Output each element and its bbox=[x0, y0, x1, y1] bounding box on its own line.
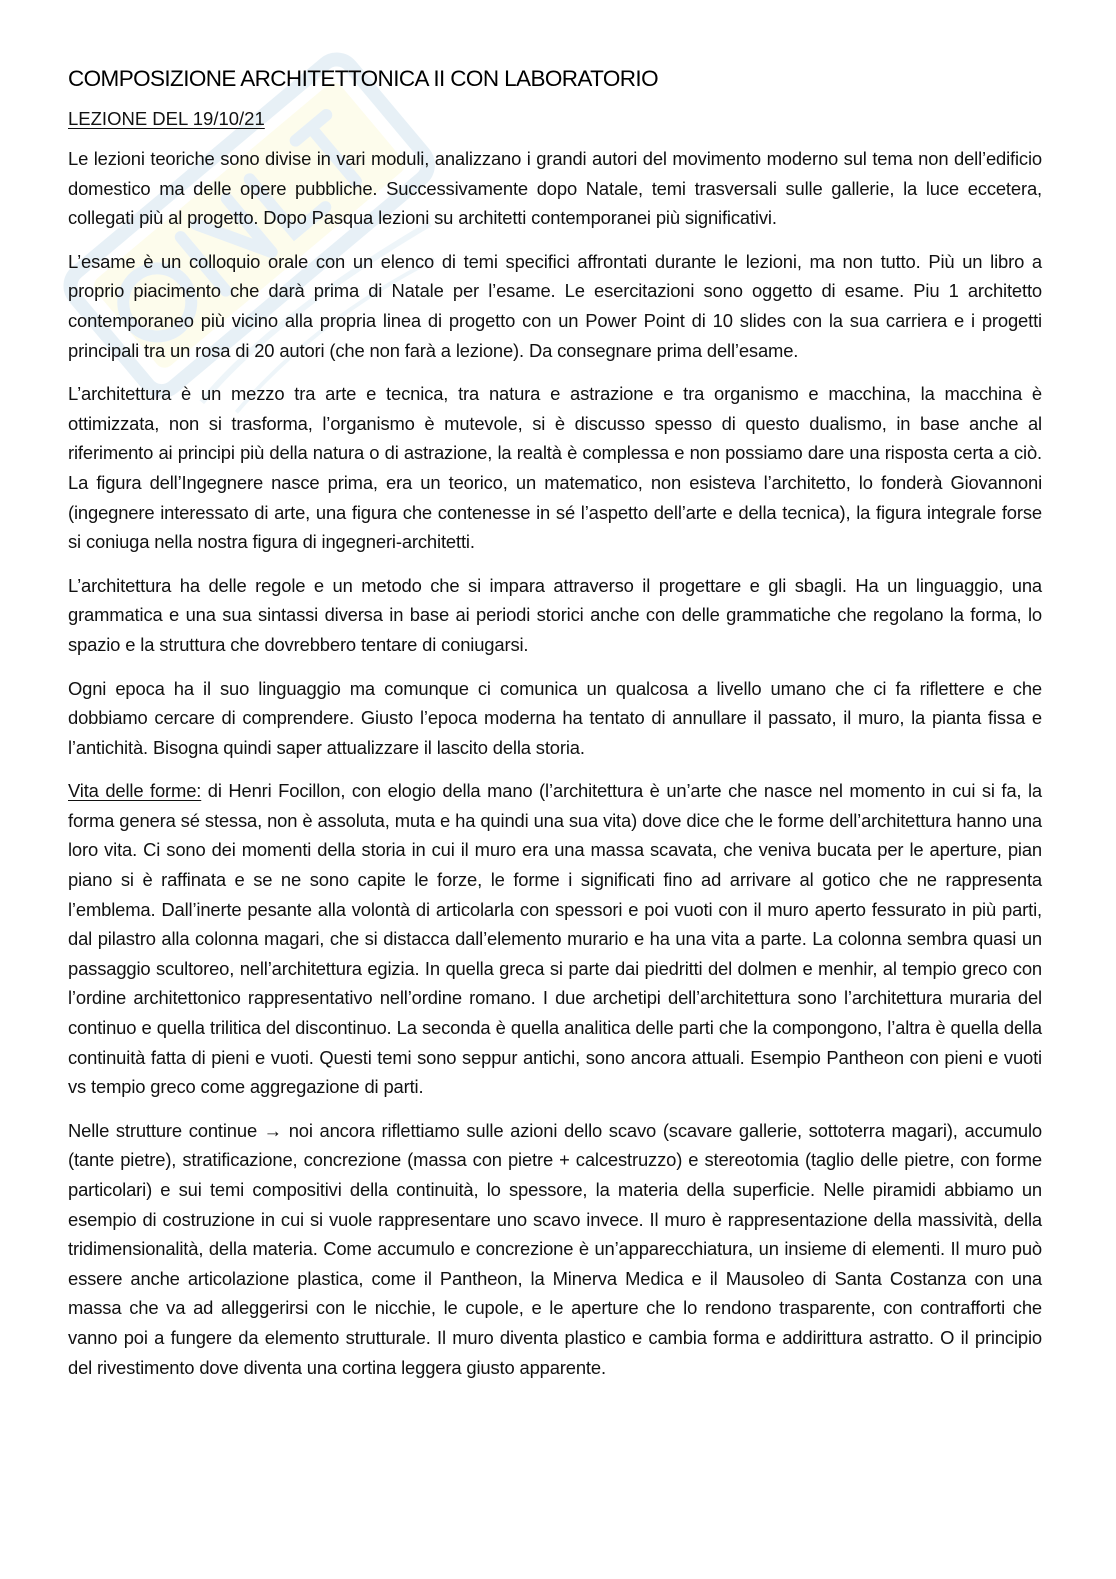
lesson-date-heading: LEZIONE DEL 19/10/21 bbox=[68, 108, 265, 129]
document-title: COMPOSIZIONE ARCHITETTONICA II CON LABORATORIO bbox=[68, 66, 658, 91]
paragraph-continuous-structures: Nelle strutture continue → noi ancora riflettiamo sulle azioni dello scavo (scavare gallerie, sottoterra magari), accumulo (tante pietre), stratificazione, concrezione (massa con pietre + calcestruzzo) e stereotomia (taglio delle pietre, con forme particolari) e sui temi compositivi della continuità, lo spessore, la materia della superficie. Nelle piramidi abbiamo un esempio di costruzione in cui si vuole rappresentare uno scavo invece. Il muro è rappresentazione della massività, della tridimensionalità, della materia. Come accumulo e concrezione è un’apparecchiatura, un insieme di elementi. Il muro può essere anche articolazione plastica, come il Pantheon, la Minerva Medica e il Mausoleo di Santa Costanza con una massa che va ad alleggerirsi con le nicchie, le cupole, e le aperture che lo rendono trasparente, con contrafforti che vanno poi a fungere da elemento strutturale. Il muro diventa plastico e cambia forma e addirittura astratto. O il principio del rivestimento dove diventa una cortina leggera giusto apparente. bbox=[68, 1119, 1042, 1378]
paragraph-vita-delle-forme bbox=[68, 776, 1042, 1102]
paragraph-intro: Le lezioni teoriche sono divise in vari moduli, analizzano i grandi autori del movimento moderno sul tema non dell’edificio domestico ma delle opere pubbliche. Successivamente dopo Natale, temi trasversali sulle gallerie, la luce eccetera, collegati più al progetto. Dopo Pasqua lezioni su architetti contemporanei più significativi. bbox=[68, 148, 1042, 229]
document-page bbox=[68, 66, 1042, 1396]
paragraph-rules-method: L’architettura ha delle regole e un metodo che si impara attraverso il progettare e gli sbagli. Ha un linguaggio, una grammatica e una sua sintassi diversa in base ai periodi storici anche con delle grammatiche che regolano la forma, lo spazio e la struttura che dovrebbero tentare di coniugarsi. bbox=[68, 574, 1042, 655]
vita-delle-forme-text: di Henri Focillon, con elogio della mano (l’architettura è un’arte che nasce nel momento in cui si fa, la forma genera sé stessa, non è assoluta, muta e ha quindi una sua vita) dove dice che le forme dell’architettura hanno una loro vita. Ci sono dei momenti della storia in cui il muro era una massa scavata, che veniva bucata per le aperture, pian piano si è raffinata e se ne sono capite le forze, le forme i significati fino ad arrivare al gotico che ne rappresenta l’emblema. Dall’inerte pesante alla volontà di articolarla con spessori e poi vuoti con il muro aperto fessurato in più parti, dal pilastro alla colonna magari, che si distacca dall’elemento murario e ha una vita a parte. La colonna sembra quasi un passaggio scultoreo, nell’architettura egizia. In quella greca si parte dai piedritti del dolmen e menhir, al tempio greco con l’ordine architettonico rappresentativo nell’ordine romano. I due archetipi dell’architettura sono l’architettura muraria del continuo e quella trilitica del discontinuo. La seconda è quella analitica delle parti che la compongono, l’altra è quella della continuità fatta di pieni e vuoti. Questi temi sono seppur antichi, sono ancora attuali. Esempio Pantheon con pieni e vuoti vs tempio greco come aggregazione di parti. bbox=[68, 780, 1042, 1098]
paragraph-exam: L’esame è un colloquio orale con un elenco di temi specifici affrontati durante le lezioni, ma non tutto. Più un libro a proprio piacimento che darà prima di Natale per l’esame. Le esercitazioni sono oggetto di esame. Piu 1 architetto contemporaneo più vicino alla propria linea di progetto con un Power Point di 10 slides con la sua carriera e i progetti principali tra un rosa di 20 autori (che non farà a lezione). Da consegnare prima dell’esame. bbox=[68, 250, 1042, 361]
paragraph-architecture-definition: L’architettura è un mezzo tra arte e tecnica, tra natura e astrazione e tra organismo e macchina, la macchina è ottimizzata, non si trasforma, l’organismo è mutevole, si è discusso spesso di questo dualismo, in base anche al riferimento ai principi più della natura o di astrazione, la realtà è complessa e non possiamo dare una risposta certa a ciò. La figura dell’Ingegnere nasce prima, era un teorico, un matematico, non esisteva l’architetto, lo fonderà Giovannoni (ingegnere interessato di arte, una figura che contenesse in sé l’aspetto dell’arte e della tecnica), la figura integrale forse si coniuga nella nostra figura di ingegneri-architetti. bbox=[68, 383, 1042, 553]
paragraph-epoch-language: Ogni epoca ha il suo linguaggio ma comunque ci comunica un qualcosa a livello umano che ci fa riflettere e che dobbiamo cercare di comprendere. Giusto l’epoca moderna ha tentato di annullare il passato, il muro, la pianta fissa e l’antichità. Bisogna quindi saper attualizzare il lascito della storia. bbox=[68, 677, 1042, 758]
vita-delle-forme-heading: Vita delle forme: bbox=[68, 780, 202, 802]
